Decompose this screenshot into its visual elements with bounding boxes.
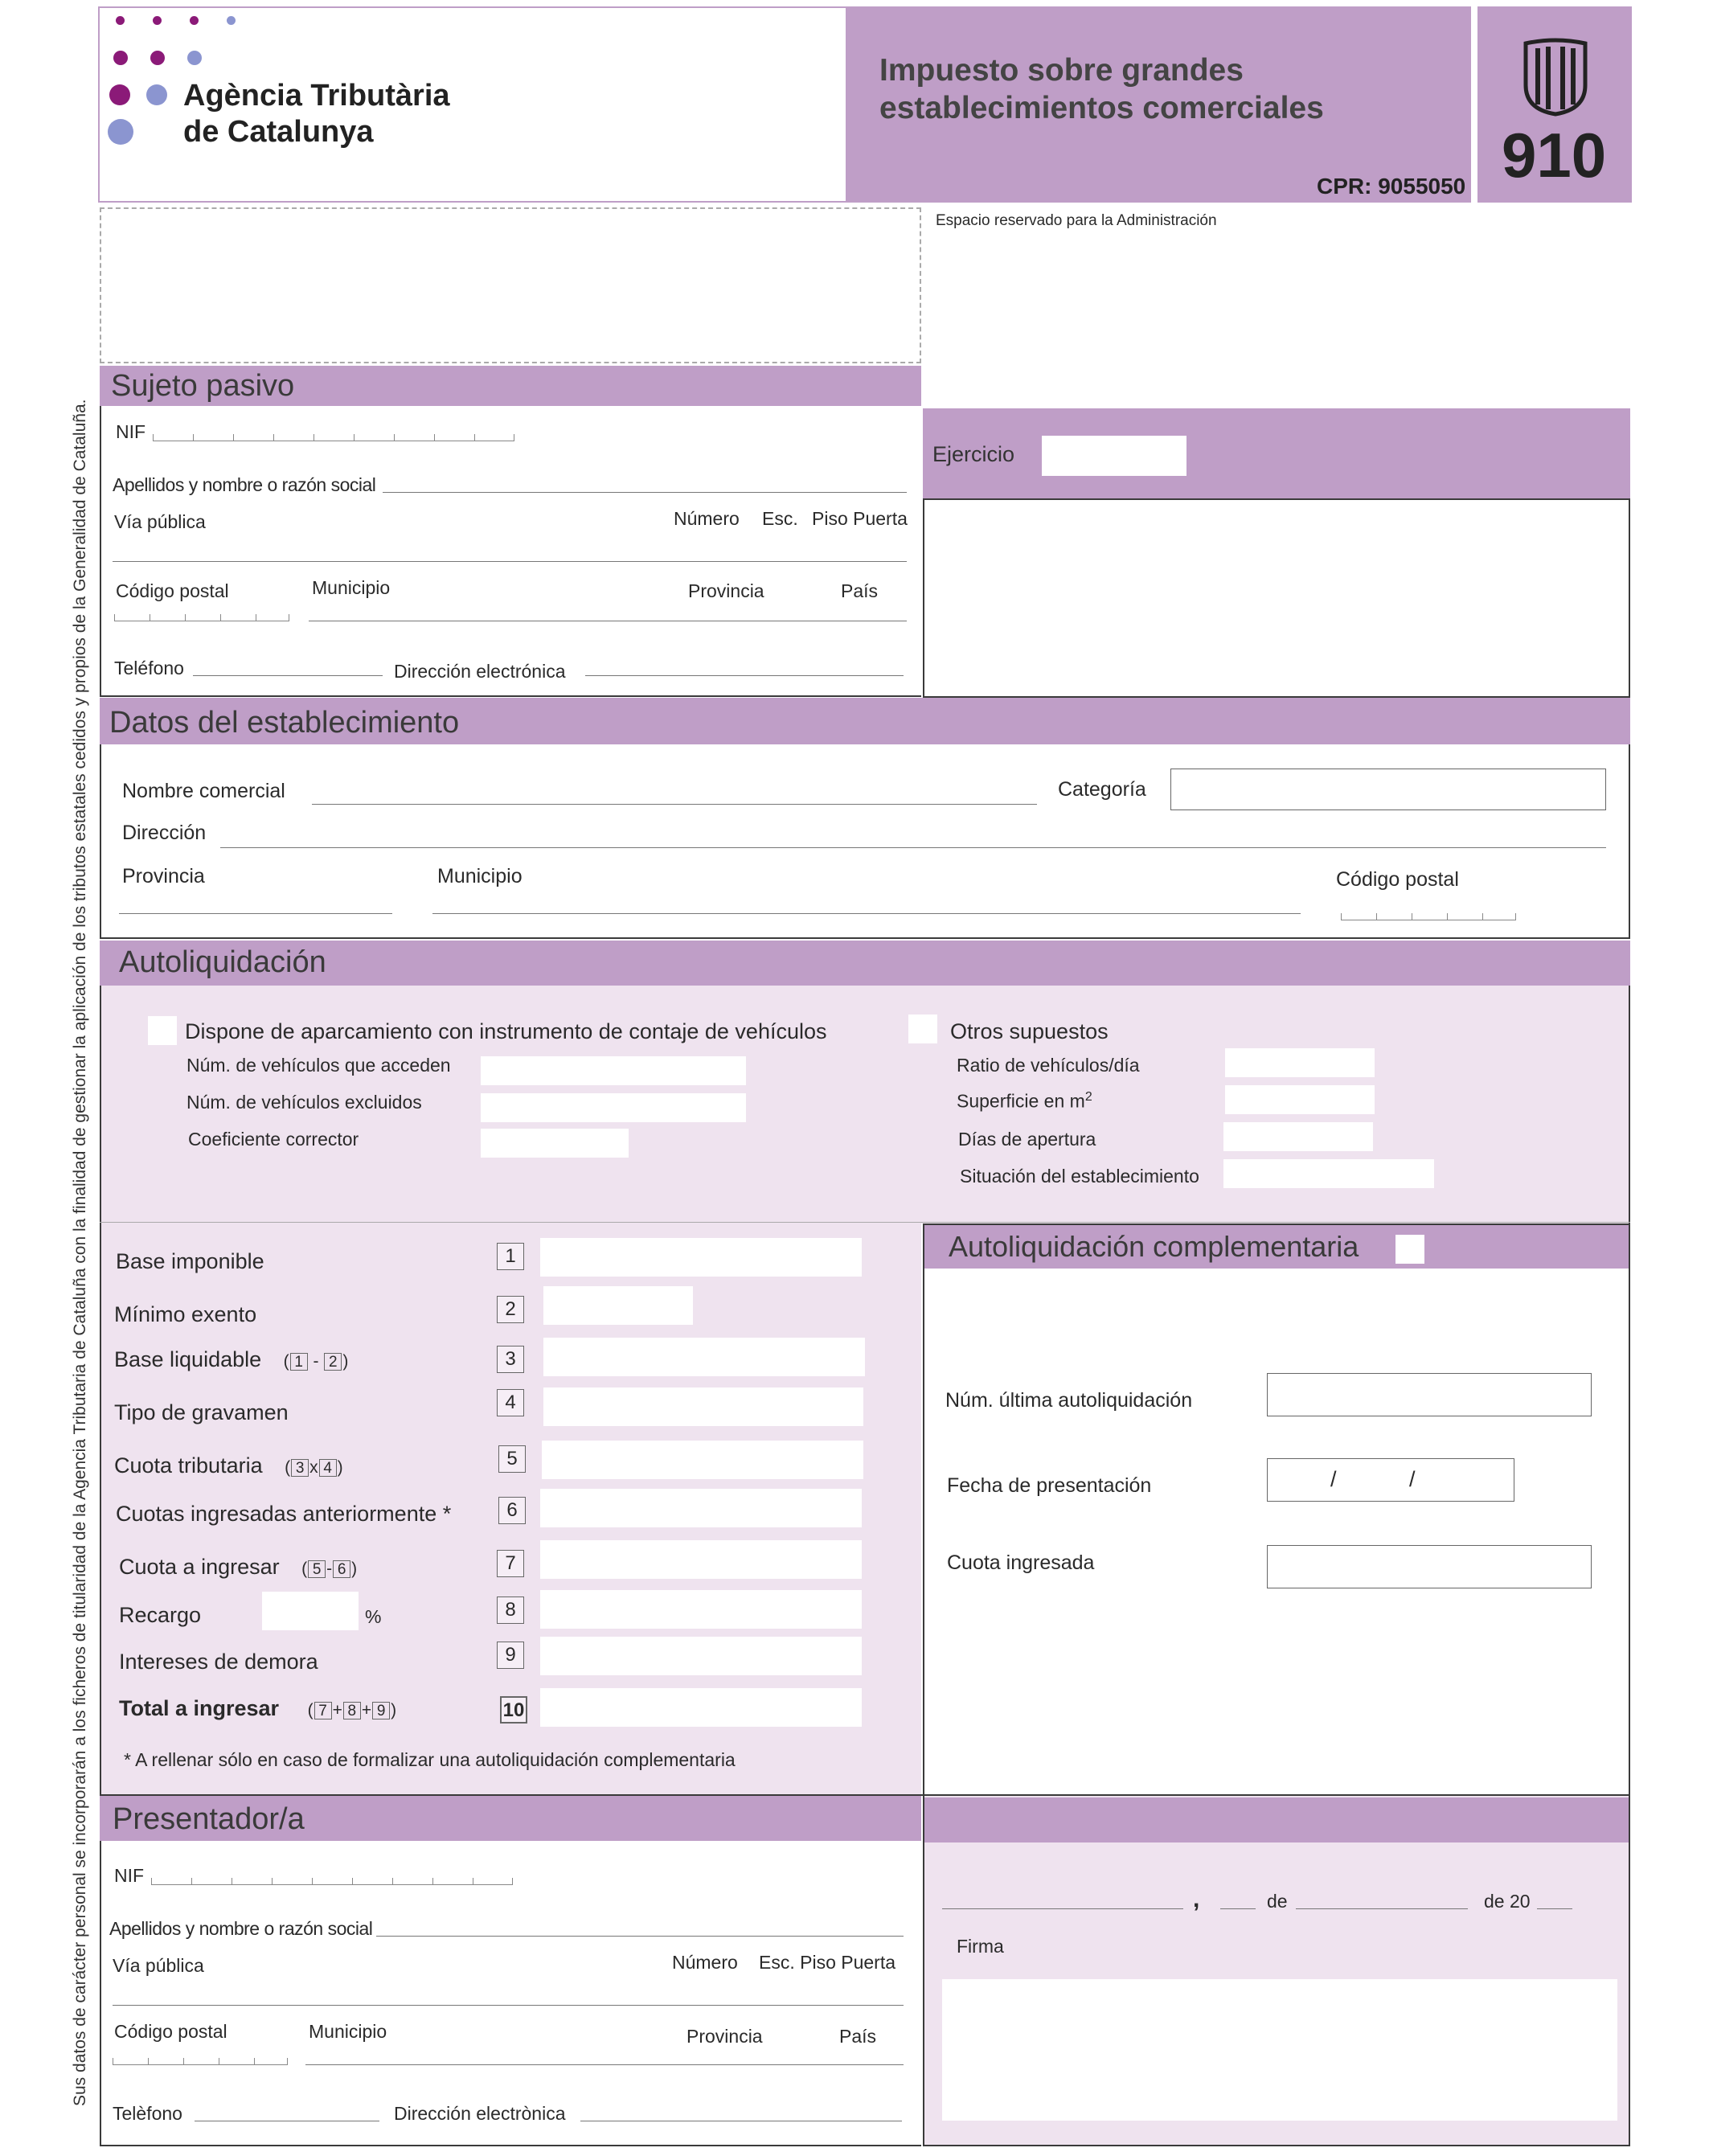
sujeto-pasivo-section: [100, 406, 921, 697]
est-cp-field[interactable]: [1341, 910, 1516, 920]
pres-municipio-label: Municipio: [309, 2021, 387, 2042]
calc-ref-4: 4: [319, 1459, 337, 1477]
recargo-percent-field[interactable]: [262, 1592, 359, 1630]
est-categoria-field[interactable]: [1170, 769, 1606, 810]
sujeto-apellidos-label: Apellidos y nombre o razón social: [113, 474, 376, 495]
pres-apellidos-field[interactable]: [376, 1936, 904, 1937]
coeficiente-label: Coeficiente corrector: [188, 1129, 359, 1150]
veh-excluidos-field[interactable]: [481, 1093, 746, 1122]
firma-comma: ,: [1193, 1886, 1200, 1912]
pres-nif-label: NIF: [114, 1865, 145, 1886]
aparcamiento-label: Dispone de aparcamiento con instrumento de contaje de vehículos: [185, 1019, 827, 1043]
calc-row-2-number: 2: [497, 1296, 524, 1323]
pres-cp-field[interactable]: [113, 2055, 288, 2065]
calc-row-1-number: 1: [497, 1243, 524, 1270]
model-number-box: [1477, 6, 1632, 203]
model-number: 910: [1502, 120, 1607, 191]
calc-ref-2: 2: [324, 1353, 342, 1371]
calc-footnote: * A rellenar sólo en caso de formalizar una autoliquidación complementaria: [124, 1749, 736, 1770]
calc-ref-1: 1: [290, 1353, 308, 1371]
pres-pais-label: País: [839, 2026, 877, 2047]
firma-dia-field[interactable]: [1220, 1908, 1256, 1909]
legal-side-text: Sus datos de carácter personal se incorporarán a los ficheros de titularidad de la Agencia Tributaria de Cataluña con la finalidad de gestionar la aplicación de los tributos estatales cedidos y propios de la Generalidad de Cataluña.: [71, 399, 89, 2106]
calc-ref-6: 6: [333, 1560, 350, 1578]
calc-row-2-label: Mínimo exento: [114, 1302, 257, 1326]
calc-row-7-number: 7: [497, 1550, 524, 1577]
cuota-ingresada-label: Cuota ingresada: [947, 1551, 1095, 1574]
firma-lugar-field[interactable]: [942, 1908, 1183, 1909]
ejercicio-field[interactable]: [1042, 436, 1186, 476]
calc-row-10-label: Total a ingresar ( 7 + 8 + 9 ): [119, 1696, 397, 1720]
calc-row-4-label: Tipo de gravamen: [114, 1400, 289, 1424]
admin-stamp-box: [923, 498, 1630, 698]
sujeto-piso-label: Piso Puerta: [812, 508, 908, 529]
sujeto-pasivo-title: Sujeto pasivo: [111, 369, 295, 403]
firma-signature-area[interactable]: [942, 1979, 1617, 2121]
fecha-field[interactable]: [1267, 1458, 1514, 1502]
autoliquidacion-title: Autoliquidación: [119, 945, 326, 979]
agency-name-line1: Agència Tributària: [183, 79, 450, 113]
fecha-slash-2: /: [1409, 1467, 1416, 1491]
firma-label: Firma: [957, 1936, 1004, 1957]
est-nombre-field[interactable]: [312, 804, 1037, 805]
calc-row-3-number: 3: [497, 1346, 524, 1373]
complementaria-title: Autoliquidación complementaria: [949, 1230, 1359, 1263]
pres-email-label: Dirección electrònica: [394, 2103, 566, 2124]
pres-apellidos-label: Apellidos y nombre o razón social: [109, 1918, 373, 1939]
autoliquidacion-divider: [100, 1222, 1630, 1223]
firma-de-2: de 20: [1484, 1891, 1531, 1912]
establecimiento-header: [100, 698, 1630, 744]
calc-ref-5: 5: [308, 1560, 326, 1578]
header-logo-box: [98, 6, 847, 203]
calc-row-3-label: Base liquidable ( 1 - 2 ): [114, 1347, 349, 1371]
sujeto-esc-label: Esc.: [762, 508, 798, 529]
calc-row-4-field[interactable]: [543, 1387, 863, 1426]
calc-row-3-field[interactable]: [543, 1338, 865, 1376]
calc-row-9-label: Intereses de demora: [119, 1650, 318, 1674]
veh-excluidos-label: Núm. de vehículos excluidos: [186, 1092, 422, 1113]
sujeto-nif-label: NIF: [116, 421, 146, 442]
sujeto-cp-field[interactable]: [114, 611, 289, 621]
sujeto-via-field[interactable]: [113, 561, 907, 562]
est-direccion-label: Dirección: [122, 822, 207, 844]
dias-field[interactable]: [1223, 1122, 1373, 1151]
superficie-superscript: 2: [1084, 1090, 1092, 1104]
calc-row-7-field[interactable]: [540, 1540, 862, 1579]
ejercicio-label: Ejercicio: [932, 442, 1015, 466]
complementaria-header: [924, 1225, 1629, 1269]
pres-provincia-label: Provincia: [686, 2026, 763, 2047]
est-nombre-label: Nombre comercial: [122, 780, 285, 802]
est-categoria-label: Categoría: [1058, 778, 1146, 801]
complementaria-checkbox[interactable]: [1395, 1235, 1424, 1264]
superficie-label: Superficie en $m^2$: [957, 1090, 1092, 1112]
sujeto-cp-label: Código postal: [116, 580, 229, 601]
pres-municipio-field[interactable]: [305, 2064, 904, 2065]
presentador-section: [100, 1841, 921, 2146]
calc-row-2-field[interactable]: [543, 1286, 693, 1325]
cpr-code: CPR: 9055050: [1317, 174, 1466, 199]
sujeto-apellidos-field[interactable]: [383, 492, 907, 493]
establecimiento-title: Datos del establecimiento: [109, 706, 460, 740]
calc-row-8-label: Recargo: [119, 1603, 202, 1627]
firma-ano-field[interactable]: [1537, 1908, 1572, 1909]
sujeto-via-label: Vía pública: [114, 511, 206, 532]
recargo-percent-sign: %: [365, 1606, 382, 1627]
sujeto-email-label: Dirección electrónica: [394, 661, 566, 682]
calc-row-7-label: Cuota a ingresar ( 5 - 6 ): [119, 1555, 358, 1579]
est-provincia-label: Provincia: [122, 865, 205, 887]
calc-row-6-field[interactable]: [540, 1489, 862, 1527]
calc-row-1-field[interactable]: [540, 1238, 862, 1277]
dias-label: Días de apertura: [958, 1129, 1096, 1150]
sujeto-numero-label: Número: [674, 508, 740, 529]
sujeto-municipio-label: Municipio: [312, 577, 391, 598]
pres-esc-piso-label: Esc. Piso Puerta: [759, 1952, 896, 1973]
otros-supuestos-checkbox[interactable]: [908, 1014, 937, 1043]
sujeto-telefono-label: Teléfono: [114, 658, 184, 678]
form-title-line1: Impuesto sobre grandes: [879, 53, 1244, 88]
pres-nif-field[interactable]: [151, 1875, 513, 1885]
est-direccion-field[interactable]: [220, 847, 1606, 848]
sujeto-provincia-label: Provincia: [688, 580, 764, 601]
ejercicio-band: [923, 408, 1630, 498]
est-cp-label: Código postal: [1336, 868, 1459, 891]
calc-row-6-number: 6: [498, 1497, 526, 1524]
pres-cp-label: Código postal: [114, 2021, 227, 2042]
est-provincia-field[interactable]: [119, 913, 392, 914]
autoliquidacion-header: [100, 941, 1630, 986]
catalonia-coat-of-arms-icon: [1519, 37, 1592, 117]
sujeto-telefono-field[interactable]: [193, 675, 383, 676]
calc-row-8-field[interactable]: [540, 1590, 862, 1629]
calc-ref-8: 8: [343, 1702, 361, 1719]
calc-ref-7: 7: [314, 1702, 332, 1719]
aparcamiento-checkbox[interactable]: [148, 1016, 177, 1045]
fecha-label: Fecha de presentación: [947, 1474, 1152, 1497]
calc-row-5-field[interactable]: [542, 1441, 863, 1479]
sujeto-nif-field[interactable]: [153, 431, 514, 441]
presentador-title: Presentador/a: [113, 1802, 305, 1836]
complementaria-section: [923, 1224, 1630, 1796]
firma-header: [924, 1797, 1629, 1842]
sujeto-email-field[interactable]: [585, 675, 904, 676]
pres-via-label: Vía pública: [113, 1955, 204, 1976]
num-ultima-label: Núm. última autoliquidación: [945, 1389, 1193, 1412]
est-municipio-field[interactable]: [432, 913, 1301, 914]
calc-row-6-label: Cuotas ingresadas anteriormente *: [116, 1502, 452, 1526]
veh-acceden-label: Núm. de vehículos que acceden: [186, 1055, 451, 1076]
header-title-band: [847, 6, 1471, 203]
address-window: [100, 207, 921, 363]
est-municipio-label: Municipio: [437, 865, 523, 887]
coeficiente-field[interactable]: [481, 1129, 629, 1158]
calc-row-10-number: 10: [500, 1696, 527, 1724]
presentador-header: [100, 1796, 921, 1841]
calc-ref-3: 3: [291, 1459, 309, 1477]
calc-row-10-field[interactable]: [540, 1688, 862, 1727]
fecha-slash-1: /: [1330, 1467, 1337, 1491]
calc-row-5-label: Cuota tributaria ( 3 x 4 ): [114, 1453, 343, 1478]
calc-row-5-number: 5: [498, 1445, 526, 1473]
otros-supuestos-label: Otros supuestos: [950, 1019, 1109, 1043]
sujeto-pasivo-header: [100, 366, 921, 406]
cuota-ingresada-field[interactable]: [1267, 1545, 1592, 1588]
pres-numero-label: Número: [672, 1952, 738, 1973]
veh-acceden-field[interactable]: [481, 1056, 746, 1085]
agency-name-line2: de Catalunya: [183, 115, 374, 149]
firma-mes-field[interactable]: [1296, 1908, 1468, 1909]
admin-reserved-label: Espacio reservado para la Administración: [936, 212, 1217, 229]
pres-via-field[interactable]: [113, 2005, 904, 2006]
num-ultima-field[interactable]: [1267, 1373, 1592, 1416]
calc-row-1-label: Base imponible: [116, 1249, 264, 1273]
calc-row-8-number: 8: [497, 1597, 524, 1624]
firma-de-1: de: [1267, 1891, 1288, 1912]
ratio-field[interactable]: [1225, 1048, 1375, 1077]
form-title-line2: establecimientos comerciales: [879, 91, 1324, 125]
sujeto-pais-label: País: [841, 580, 879, 601]
calc-ref-9: 9: [372, 1702, 390, 1719]
pres-telefono-label: Telèfono: [113, 2103, 182, 2124]
calc-row-4-number: 4: [497, 1389, 524, 1416]
calc-row-9-field[interactable]: [540, 1637, 862, 1675]
ratio-label: Ratio de vehículos/día: [957, 1055, 1140, 1076]
situacion-field[interactable]: [1223, 1159, 1434, 1188]
calc-row-9-number: 9: [497, 1642, 524, 1669]
superficie-field[interactable]: [1225, 1085, 1375, 1114]
situacion-label: Situación del establecimiento: [960, 1166, 1199, 1187]
